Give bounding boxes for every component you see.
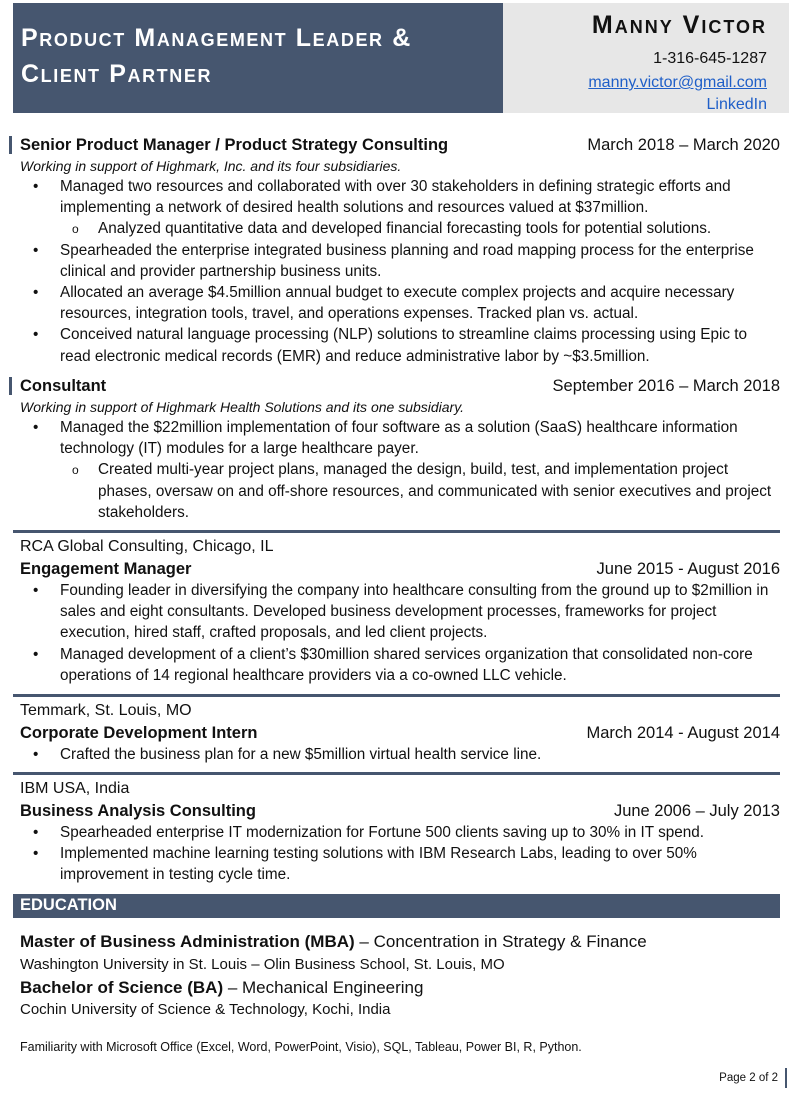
section-divider xyxy=(13,694,780,697)
job-dates: June 2015 - August 2016 xyxy=(596,560,780,578)
phone-number: 1-316-645-1287 xyxy=(653,50,767,67)
email-link[interactable]: manny.victor@gmail.com xyxy=(588,74,767,91)
skills-line: Familiarity with Microsoft Office (Excel, Word, PowerPoint, Visio), SQL, Tableau, Power BI, R, Python. xyxy=(20,1040,582,1054)
bullet-list xyxy=(20,417,780,459)
job-dates: September 2016 – March 2018 xyxy=(552,377,780,395)
company-name: RCA Global Consulting, Chicago, IL xyxy=(20,538,274,555)
degree-bs: Bachelor of Science (BA) – Mechanical Engineering xyxy=(20,978,424,997)
bullet-list xyxy=(20,580,780,686)
degree-mba: Master of Business Administration (MBA) – Concentration in Strategy & Finance xyxy=(20,932,647,951)
job-entry-3 xyxy=(20,536,780,686)
job-title: Business Analysis Consulting xyxy=(20,802,256,820)
linkedin-link[interactable]: LinkedIn xyxy=(706,96,767,113)
job-dates: March 2014 - August 2014 xyxy=(586,724,780,742)
section-marker xyxy=(9,136,12,154)
job-dates: June 2006 – July 2013 xyxy=(613,802,780,820)
list-item: • Founding leader in diversifying the company into healthcare consulting from the ground up to $2million in sales and eight consultants. Developed business development processes, frameworks for project execution, hired staff, crafted proposals, and led client projects. xyxy=(33,582,769,642)
company-name: IBM USA, India xyxy=(20,780,130,797)
section-divider xyxy=(13,530,780,533)
section-marker xyxy=(9,377,12,395)
sub-bullet-list xyxy=(20,459,780,523)
job-title: Senior Product Manager / Product Strategy Consulting xyxy=(20,136,449,154)
job-title: Consultant xyxy=(20,377,107,395)
education-banner xyxy=(13,894,780,918)
education-heading: EDUCATION xyxy=(20,896,117,914)
list-item: • Conceived natural language processing (NLP) solutions to streamline claims processing using Epic to read electronic medical records (EMR) and reduce administrative labor by ~$3.5million. xyxy=(33,326,748,365)
list-item: • Spearheaded the enterprise integrated business planning and road mapping process for the enterprise clinical and provider partnership business units. xyxy=(33,241,754,280)
job-title: Corporate Development Intern xyxy=(20,724,258,742)
list-item: • Spearheaded enterprise IT modernization for Fortune 500 clients saving up to 30% in IT spend. xyxy=(33,824,704,841)
job-entry-1 xyxy=(20,134,780,367)
job-entry-2 xyxy=(20,375,780,523)
page-marker xyxy=(785,1068,787,1088)
job-note: Working in support of Highmark Health Solutions and its one subsidiary. xyxy=(20,399,465,415)
bullet-list xyxy=(20,822,780,886)
list-item: • Crafted the business plan for a new $5million virtual health service line. xyxy=(33,746,542,763)
job-entry-4 xyxy=(20,700,780,765)
headline-line-1: Product Management Leader & xyxy=(21,24,412,52)
job-dates: March 2018 – March 2020 xyxy=(587,136,780,154)
job-entry-5 xyxy=(20,778,780,886)
contact-panel xyxy=(503,3,789,113)
list-item: • Allocated an average $4.5million annual budget to execute complex projects and acquire necessary resources, integration tools, travel, and operations expenses. Tracked plan vs. actual. xyxy=(33,284,735,323)
company-name: Temmark, St. Louis, MO xyxy=(20,702,192,719)
candidate-name: Manny Victor xyxy=(591,11,767,39)
school-name: Cochin University of Science & Technology, Kochi, India xyxy=(20,1001,391,1018)
job-note: Working in support of Highmark, Inc. and its four subsidiaries. xyxy=(20,158,402,174)
job-title: Engagement Manager xyxy=(20,560,192,578)
bullet-list xyxy=(20,176,780,218)
list-item: • Managed two resources and collaborated with over 30 stakeholders in defining strategic efforts and implementing a network of desired health solutions and resources valued at $37million. xyxy=(33,178,731,217)
list-item: o Analyzed quantitative data and developed financial forecasting tools for potential solutions. xyxy=(72,220,712,238)
bullet-list xyxy=(20,240,780,367)
page-number: Page 2 of 2 xyxy=(719,1072,778,1084)
list-item: • Implemented machine learning testing solutions with IBM Research Labs, leading to over 50% improvement in testing cycle time. xyxy=(33,845,697,884)
list-item: • Managed the $22million implementation of four software as a solution (SaaS) healthcare information technology (IT) modules for a large healthcare payer. xyxy=(33,419,738,458)
sub-bullet-list xyxy=(20,218,780,239)
list-item: • Managed development of a client’s $30million shared services organization that consolidated non-core operations of 14 regional healthcare providers via a co-owned LLC vehicle. xyxy=(33,645,753,684)
school-name: Washington University in St. Louis – Olin Business School, St. Louis, MO xyxy=(20,956,505,973)
section-divider xyxy=(13,772,780,775)
bullet-list xyxy=(20,744,780,765)
headline-line-2: Client Partner xyxy=(21,60,213,88)
list-item: o Created multi-year project plans, managed the design, build, test, and implementation project phases, oversaw on and off-shore resources, and communicated with senior executives and project stakeholders. xyxy=(72,461,772,521)
resume-headline xyxy=(21,20,412,92)
